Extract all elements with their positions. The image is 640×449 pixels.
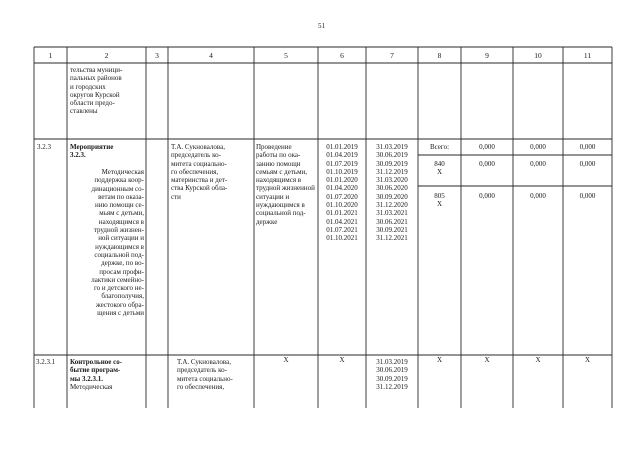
header-col-2: 2: [104, 52, 109, 60]
value-col-9: X: [484, 356, 490, 364]
header-col-11: 11: [583, 52, 592, 60]
value-col-10: 0,000: [530, 160, 546, 168]
budget-code-840: 840 X: [434, 160, 445, 177]
value-col-11: 0,000: [579, 160, 596, 168]
end-dates: 31.03.2019 30.06.2019 30.09.2019 31.12.2019 31.03.2020 30.06.2020 30.09.2020 31.12.2020 31.03.2021 30.06.2021 30.09.2021 31.12.2021: [376, 143, 408, 243]
expected-result: X: [283, 356, 289, 364]
row-number: 3.2.3: [37, 143, 51, 151]
page-number: 51: [318, 22, 325, 30]
responsible-person: Т.А. Сукновалова, председатель ко- митета социально- го обеспечения, материнства и дет- ства Курской обла- сти: [171, 143, 228, 201]
header-col-3: 3: [155, 52, 159, 60]
control-event-description: Методическая: [70, 383, 113, 391]
header-col-8: 8: [437, 52, 442, 60]
header-col-1: 1: [48, 52, 53, 60]
value-col-11: 0,000: [579, 192, 596, 200]
continued-description: тельства муници- пальных районов и городских округов Курской области предо- ставлены: [70, 66, 123, 116]
value-col-9: 0,000: [479, 160, 495, 168]
value-col-10: 0,000: [530, 143, 546, 151]
value-col-10: X: [535, 356, 541, 364]
header-col-6: 6: [340, 52, 344, 60]
value-col-11: 0,000: [579, 143, 596, 151]
event-description: Методическая поддержка коор- динационным со- ветам по оказа- нию помощи се- мьям с детьми, находящимся в трудной жизнен- ной ситуации и нуждающимся в социальной под- держке, по во- просам профи- лактики семейно- го и детского не- благополучия, жестокого обра- щения с детьми: [91, 168, 144, 318]
value-col-10: 0,000: [530, 192, 546, 200]
control-event-title: Контрольное со- бытие програм- мы 3.2.3.1.: [70, 358, 123, 383]
responsible-person: Т.А. Сукновалова, председатель ко- митета социально- го обеспечения,: [177, 358, 233, 391]
header-col-7: 7: [390, 52, 394, 60]
value-col-8: X: [436, 356, 443, 364]
start-dates: 01.01.2019 01.04.2019 01.07.2019 01.10.2019 01.01.2020 01.04.2020 01.07.2020 01.10.2020 01.01.2021 01.04.2021 01.07.2021 01.10.2021: [326, 143, 358, 243]
budget-code-total: Всего:: [429, 143, 450, 151]
header-col-4: 4: [209, 52, 213, 60]
budget-code-805: 805 X: [434, 192, 445, 209]
header-col-10: 10: [534, 52, 542, 60]
value-col-9: 0,000: [479, 143, 495, 151]
header-col-9: 9: [485, 52, 489, 60]
event-title: Мероприятие 3.2.3.: [70, 143, 114, 160]
row-number: 3.2.3.1: [36, 358, 56, 366]
header-col-5: 5: [284, 52, 288, 60]
expected-result: Проведение работы по ока- занию помощи семьям с детьми, находящимся в трудной жизненной ситуации и нуждающимся в социальной под- держке: [256, 143, 315, 226]
end-dates: 31.03.2019 30.06.2019 30.09.2019 31.12.2019: [376, 358, 408, 391]
value-col-9: 0,000: [479, 192, 495, 200]
value-col-11: X: [584, 356, 591, 364]
start-date: X: [339, 356, 345, 364]
